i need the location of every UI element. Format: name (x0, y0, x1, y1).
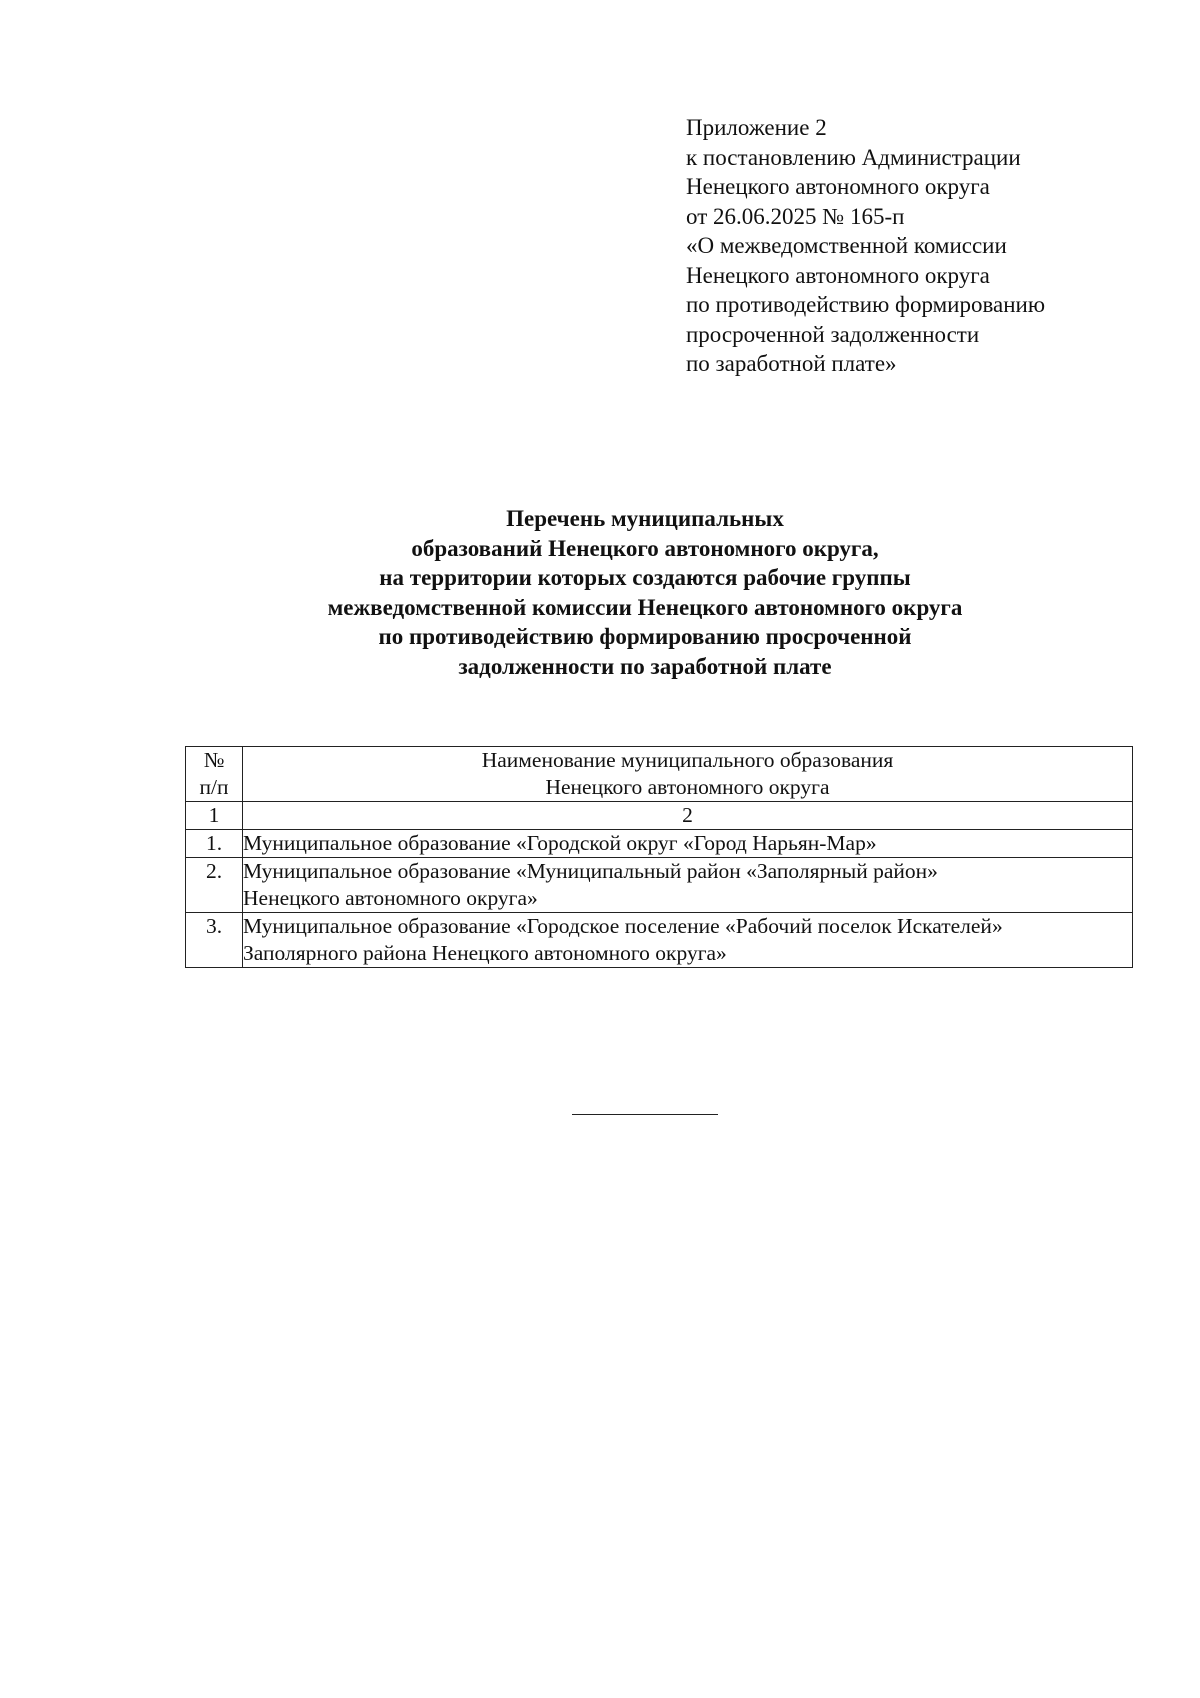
annex-line: «О межведомственной комиссии (686, 233, 1007, 258)
title-line: задолженности по заработной плате (458, 653, 832, 679)
end-of-document-rule (572, 1114, 718, 1115)
title-line: по противодействию формированию просроченной (378, 624, 912, 649)
annex-line: от 26.06.2025 № 165-п (686, 203, 905, 229)
header-name-line: Ненецкого автономного округа (545, 775, 830, 799)
row-name-line: Муниципальное образование «Городской округ «Город Нарьян-Мар» (243, 831, 877, 855)
row-name-cell (243, 858, 1133, 913)
row-name-line: Заполярного района Ненецкого автономного округа» (243, 941, 727, 965)
document-title (150, 504, 1140, 681)
column-index-row (186, 802, 1133, 830)
row-number-cell: 1. (186, 830, 243, 858)
header-name-cell (243, 747, 1133, 802)
title-line: образований Ненецкого автономного округа, (411, 535, 879, 561)
row-name-cell (243, 913, 1133, 968)
header-number-sign: № (203, 748, 225, 772)
annex-line: Приложение 2 (686, 115, 827, 140)
annex-line: по противодействию формированию (686, 292, 1046, 317)
annex-block (686, 113, 1166, 379)
annex-line: Ненецкого автономного округа (686, 174, 990, 199)
header-name-line: Наименование муниципального образования (481, 748, 894, 772)
row-name-cell (243, 830, 1133, 858)
annex-line: к постановлению Администрации (686, 144, 1021, 170)
row-name-line: Муниципальное образование «Городское поселение «Рабочий поселок Искателей» (243, 914, 1003, 938)
row-number-cell: 2. (186, 858, 243, 913)
header-number-abbr: п/п (199, 775, 229, 799)
row-number-cell: 3. (186, 913, 243, 968)
row-name-line: Муниципальное образование «Муниципальный район «Заполярный район» (243, 859, 938, 883)
title-line: Перечень муниципальных (506, 506, 784, 531)
title-line: на территории которых создаются рабочие группы (379, 565, 911, 590)
table-row (186, 830, 1133, 858)
municipalities-table (185, 746, 1133, 968)
table-row (186, 913, 1133, 968)
row-name-line: Ненецкого автономного округа» (243, 886, 538, 910)
title-line: межведомственной комиссии Ненецкого автономного округа (327, 594, 963, 620)
table-row (186, 858, 1133, 913)
column-index-cell: 1 (186, 802, 243, 830)
header-number-cell (186, 747, 243, 802)
column-index-cell: 2 (243, 802, 1133, 830)
annex-line: по заработной плате» (686, 351, 897, 376)
annex-line: просроченной задолженности (686, 321, 980, 347)
annex-line: Ненецкого автономного округа (686, 262, 990, 288)
table-header-row (186, 747, 1133, 802)
